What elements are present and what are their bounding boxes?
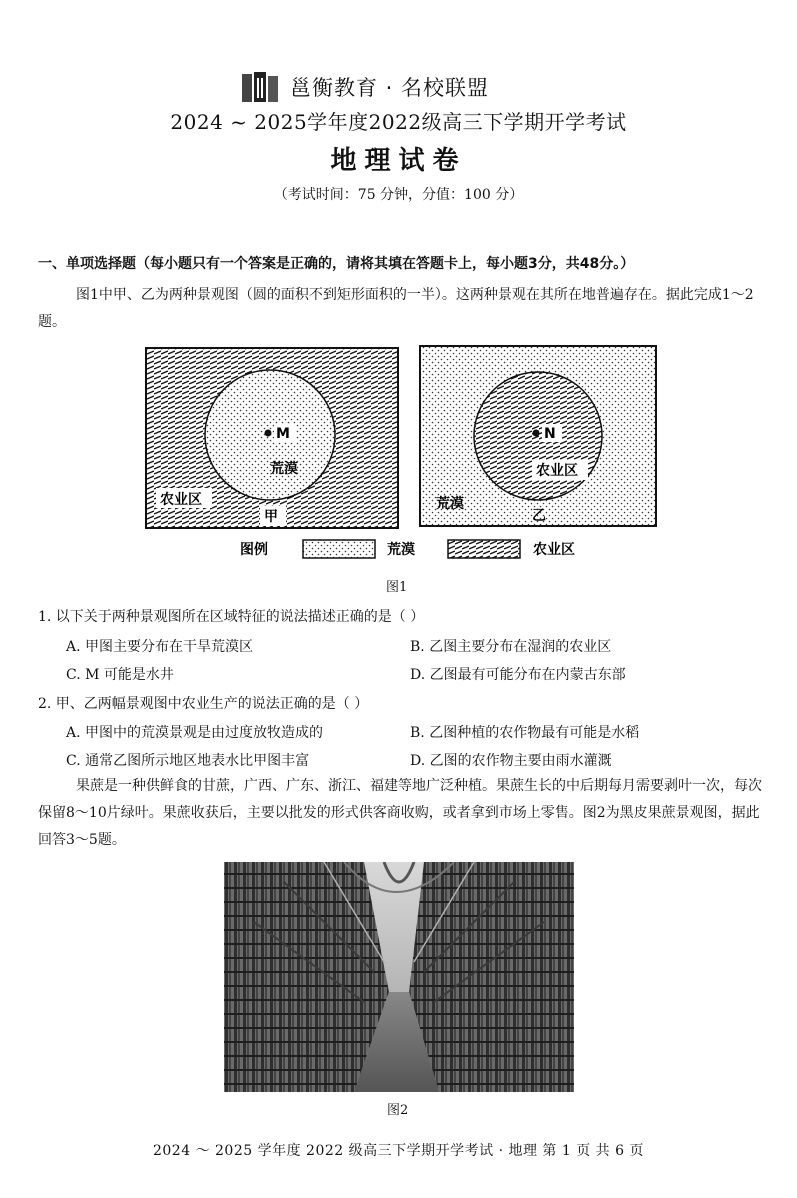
map-yi-name: 乙 xyxy=(532,508,546,524)
exam-meta: （考试时间：75 分钟，分值：100 分） xyxy=(273,187,524,203)
question-1-stem: 1. 以下关于两种景观图所在区域特征的说法描述正确的是（ ） xyxy=(38,609,425,625)
question-1-option-b: B. 乙图主要分布在湿润的农业区 xyxy=(410,639,612,655)
question-2-option-c: C. 通常乙图所示地区地表水比甲图丰富 xyxy=(66,753,310,769)
legend-desert-label: 荒漠 xyxy=(387,542,415,558)
figure1-caption: 图1 xyxy=(386,580,408,595)
map-jia-desert-label: 荒漠 xyxy=(270,461,298,477)
legend-title: 图例 xyxy=(240,542,268,558)
page-footer: 2024 ～ 2025 学年度 2022 级高三下学期开学考试 · 地理 第 1 页 共 6 页 xyxy=(152,1143,644,1159)
question-2-option-b: B. 乙图种植的农作物最有可能是水稻 xyxy=(410,725,640,741)
point-m-marker xyxy=(265,430,272,437)
figure2-caption: 图2 xyxy=(387,1103,409,1118)
question-1-option-a: A. 甲图主要分布在干旱荒漠区 xyxy=(66,639,254,655)
exam-title: 2024 ~ 2025学年度2022级高三下学期开学考试 xyxy=(170,110,627,134)
map-jia-name: 甲 xyxy=(264,509,278,525)
publisher-logo-icon xyxy=(240,70,280,104)
point-n-label: N xyxy=(544,426,556,442)
map-yi-desert-label: 荒漠 xyxy=(436,496,464,512)
question-1-option-c: C. M 可能是水井 xyxy=(66,667,174,683)
map-jia xyxy=(146,348,398,528)
publisher-brand: 邕衡教育 · 名校联盟 xyxy=(290,76,490,100)
subject-title: 地理试卷 xyxy=(330,146,467,176)
figure1-legend xyxy=(240,540,575,558)
figure2-sugarcane-photo xyxy=(224,862,574,1092)
question-2-option-a: A. 甲图中的荒漠景观是由过度放牧造成的 xyxy=(66,725,324,741)
section-heading: 一、单项选择题（每小题只有一个答案是正确的，请将其填在答题卡上，每小题3分，共48分。） xyxy=(38,256,635,272)
question-2-stem: 2. 甲、乙两幅景观图中农业生产的说法正确的是（ ） xyxy=(38,696,369,712)
legend-agri-label: 农业区 xyxy=(533,542,575,558)
legend-desert-swatch xyxy=(303,540,375,558)
map-jia-agri-label: 农业区 xyxy=(160,492,202,508)
point-m-label: M xyxy=(276,426,290,442)
point-n-marker xyxy=(533,430,540,437)
map-yi-agri-label: 农业区 xyxy=(536,463,578,479)
question-1-option-d: D. 乙图最有可能分布在内蒙古东部 xyxy=(410,667,626,683)
map-yi xyxy=(420,346,656,526)
passage-sugarcane: 果蔗是一种供鲜食的甘蔗，广西、广东、浙江、福建等地广泛种植。果蔗生长的中后期每月需要剥叶一次，每次保留8～10片绿叶。果蔗收获后，主要以批发的形式供客商收购，或者拿到市场上零售。图2为黑皮果蔗景观图，据此回答3～5题。 xyxy=(38,778,762,848)
section-intro: 图1中甲、乙为两种景观图（圆的面积不到矩形面积的一半）。这两种景观在其所在地普遍存在。据此完成1～2题。 xyxy=(38,287,754,330)
figure1-diagram xyxy=(140,340,665,565)
question-2-option-d: D. 乙图的农作物主要由雨水灌溉 xyxy=(410,753,612,769)
legend-agri-swatch xyxy=(448,540,520,558)
